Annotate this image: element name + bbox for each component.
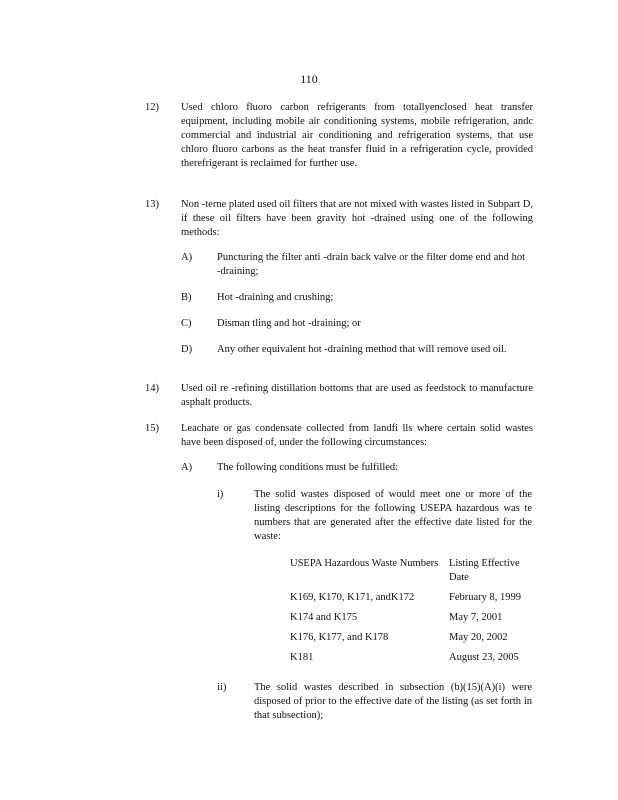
item-number: 14) bbox=[145, 383, 159, 394]
subsection-text: The solid wastes described in subsection (b)(15)(A)(i) were disposed of prior to the effective date of the listing (as set forth in that subsection); bbox=[254, 682, 532, 721]
item-text: Used chloro fluoro carbon refrigerants from totallyenclosed heat transfer equipment, including mobile air conditioning systems, mobile refrigeration, andc commercial and industrial air conditioning and refrigeration systems, that use chloro fluoro carbons as the heat transfer fluid in a refrigeration cycle, provided therefrigerant is reclaimed for further use. bbox=[181, 102, 533, 169]
subsection-text: The following conditions must be fulfilled: bbox=[217, 462, 399, 473]
item-number: 12) bbox=[145, 102, 159, 113]
method-text: Hot -draining and crushing; bbox=[217, 292, 334, 303]
method-number: D) bbox=[181, 344, 193, 355]
subsection-text: The solid wastes disposed of would meet one or more of the listing descriptions for the following USEPA hazardous was te numbers that are generated after the effective date listed for the waste: bbox=[254, 489, 532, 542]
method-text: Puncturing the filter anti -drain back valve or the filter dome end and hot -draining; bbox=[217, 252, 525, 277]
table-cell-date: August 23, 2005 bbox=[449, 652, 519, 663]
table-cell-date: May 7, 2001 bbox=[449, 612, 503, 623]
table-cell-date: February 8, 1999 bbox=[449, 592, 522, 603]
item-text: Used oil re -refining distillation bottoms that are used as feedstock to manufacture asphalt products. bbox=[181, 383, 533, 408]
subsection-number: A) bbox=[181, 462, 193, 473]
table-header-numbers: USEPA Hazardous Waste Numbers bbox=[290, 558, 439, 569]
item-number: 15) bbox=[145, 423, 159, 434]
method-text: Any other equivalent hot -draining method that will remove used oil. bbox=[217, 344, 507, 355]
subsection-number: i) bbox=[217, 489, 224, 500]
method-number: B) bbox=[181, 292, 192, 303]
table-cell-numbers: K181 bbox=[290, 652, 314, 663]
method-number: A) bbox=[181, 252, 193, 263]
table-cell-numbers: K174 and K175 bbox=[290, 612, 358, 623]
page-number: 110 bbox=[300, 72, 318, 86]
subsection-number: ii) bbox=[217, 682, 227, 693]
table-header-date: Listing Effective Date bbox=[449, 558, 520, 583]
method-text: Disman tling and hot -draining; or bbox=[217, 318, 361, 329]
item-text: Leachate or gas condensate collected from landfi lls where certain solid wastes have been disposed of, under the following circumstances: bbox=[181, 423, 533, 448]
table-cell-date: May 20, 2002 bbox=[449, 632, 508, 643]
item-number: 13) bbox=[145, 199, 159, 210]
table-cell-numbers: K169, K170, K171, andK172 bbox=[290, 592, 415, 603]
item-text: Non -terne plated used oil filters that are not mixed with wastes listed in Subpart D, if these oil filters have been gravity hot -drained using one of the following methods: bbox=[181, 199, 533, 238]
table-cell-numbers: K176, K177, and K178 bbox=[290, 632, 389, 643]
method-number: C) bbox=[181, 318, 192, 329]
